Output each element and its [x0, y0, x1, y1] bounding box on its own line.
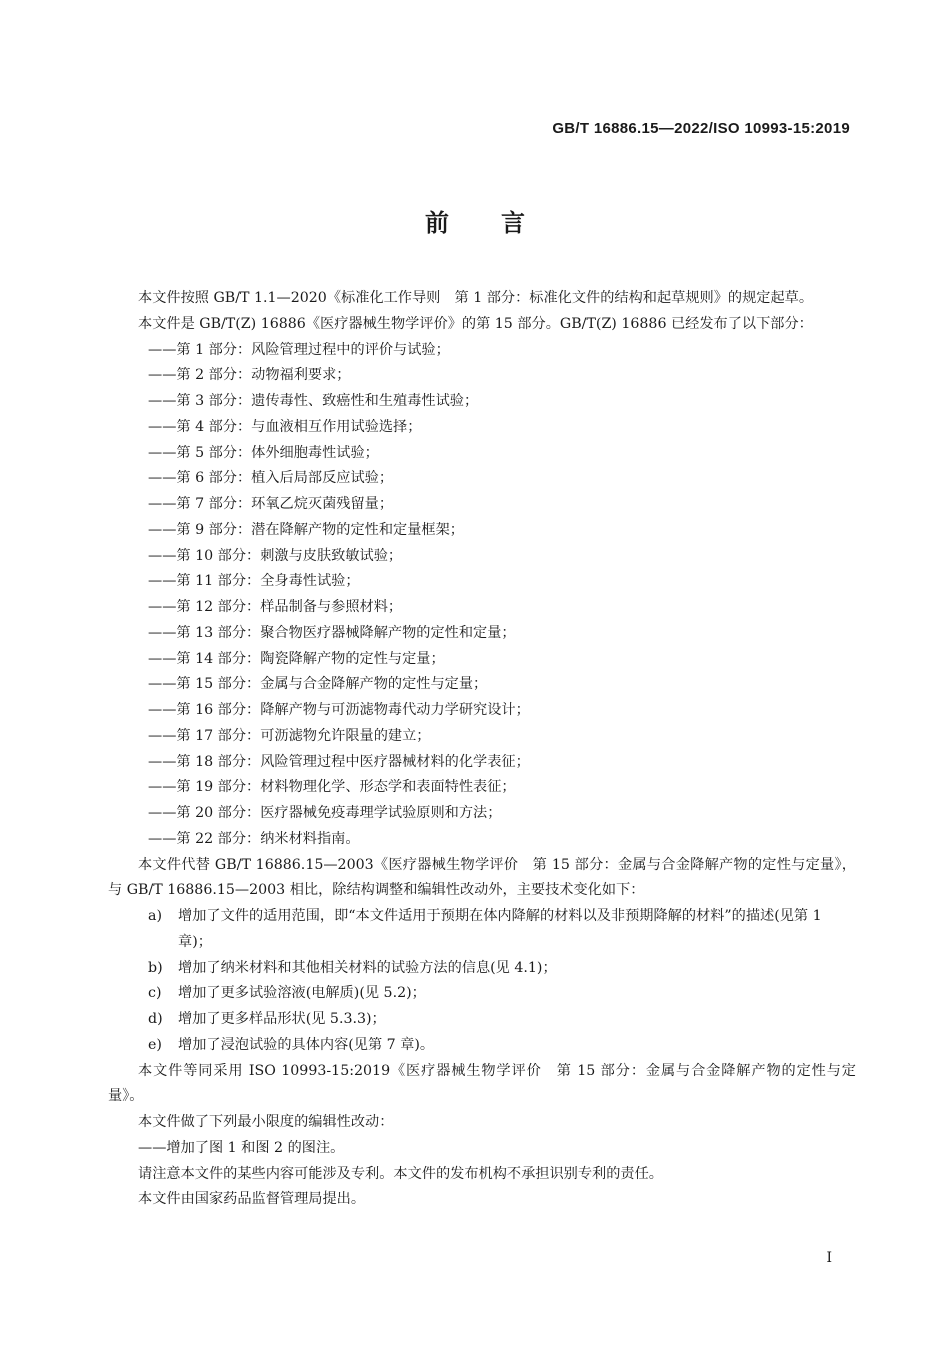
- change-item-label: d): [148, 1011, 163, 1027]
- page-number: I: [826, 1250, 832, 1266]
- list-item: ——第 4 部分：与血液相互作用试验选择；: [148, 418, 422, 435]
- list-item: ——第 13 部分：聚合物医疗器械降解产物的定性和定量；: [148, 624, 516, 641]
- list-item: ——第 19 部分：材料物理化学、形态学和表面特性表征；: [148, 779, 516, 796]
- list-item: ——第 16 部分：降解产物与可沥滤物毒代动力学研究设计；: [148, 702, 530, 718]
- change-item-text: 增加了纳米材料和其他相关材料的试验方法的信息(见 4.1)；: [178, 959, 557, 976]
- list-item: ——第 7 部分：环氧乙烷灭菌残留量；: [148, 496, 394, 512]
- change-item: [148, 956, 856, 982]
- paragraph-replaces: 本文件代替 GB/T 16886.15—2003《医疗器械生物学评价 第 15 部分：金属与合金降解产物的定性与定量》，与 GB/T 16886.15—2003 相比，除结构调整和编辑性改动外，主要技术变化如下：: [108, 856, 856, 899]
- list-item: ——第 1 部分：风险管理过程中的评价与试验；: [148, 341, 450, 358]
- change-item-text: 增加了文件的适用范围，即“本文件适用于预期在体内降解的材料以及非预期降解的材料”的描述(见第 1 章)；: [178, 908, 822, 950]
- change-item-text: 增加了更多试验溶液(电解质)(见 5.2)；: [178, 985, 426, 1002]
- list-item: ——第 22 部分：纳米材料指南。: [148, 830, 360, 847]
- list-item: ——第 15 部分：金属与合金降解产物的定性与定量；: [148, 676, 488, 693]
- paragraph-patent-notice: 请注意本文件的某些内容可能涉及专利。本文件的发布机构不承担识别专利的责任。: [138, 1165, 663, 1182]
- paragraph-editorial-item: ——增加了图 1 和图 2 的图注。: [138, 1139, 345, 1156]
- change-item-label: c): [148, 985, 162, 1002]
- change-item-label: a): [148, 908, 162, 924]
- list-item: ——第 12 部分：样品制备与参照材料；: [148, 599, 403, 615]
- change-item-text: 增加了更多样品形状(见 5.3.3)；: [178, 1011, 386, 1027]
- document-body: [108, 286, 856, 1213]
- list-item: ——第 14 部分：陶瓷降解产物的定性与定量；: [148, 650, 445, 667]
- list-item: ——第 2 部分：动物福利要求；: [148, 367, 351, 384]
- list-item: ——第 5 部分：体外细胞毒性试验；: [148, 444, 379, 461]
- change-item-label: e): [148, 1036, 162, 1053]
- page-title: 前言: [425, 209, 577, 237]
- paragraph-series-intro: 本文件是 GB/T(Z) 16886《医疗器械生物学评价》的第 15 部分。GB/T(Z) 16886 已经发布了以下部分：: [138, 315, 813, 332]
- changes-list: [108, 904, 856, 1059]
- paragraph-iso-adoption: 本文件等同采用 ISO 10993-15:2019《医疗器械生物学评价 第 15 部分：金属与合金降解产物的定性与定量》。: [108, 1062, 856, 1105]
- change-item: [148, 904, 856, 956]
- list-item: ——第 17 部分：可沥滤物允许限量的建立；: [148, 727, 431, 744]
- standard-code: GB/T 16886.15—2022/ISO 10993-15:2019: [552, 120, 850, 137]
- paragraph-editorial-changes: 本文件做了下列最小限度的编辑性改动：: [138, 1114, 394, 1130]
- list-item: ——第 20 部分：医疗器械免疫毒理学试验原则和方法；: [148, 805, 502, 821]
- list-item: ——第 9 部分：潜在降解产物的定性和定量框架；: [148, 521, 464, 538]
- list-item: ——第 3 部分：遗传毒性、致癌性和生殖毒性试验；: [148, 393, 479, 409]
- paragraph-proposer: 本文件由国家药品监督管理局提出。: [138, 1191, 366, 1208]
- list-item: ——第 18 部分：风险管理过程中医疗器械材料的化学表征；: [148, 753, 530, 770]
- list-item: ——第 6 部分：植入后局部反应试验；: [148, 470, 394, 487]
- list-item: ——第 10 部分：刺激与皮肤致敏试验；: [148, 547, 403, 564]
- change-item: [148, 1007, 856, 1033]
- change-item: [148, 981, 856, 1007]
- change-item-label: b): [148, 959, 163, 976]
- parts-list: [108, 338, 856, 853]
- paragraph-drafting-rule: 本文件按照 GB/T 1.1—2020《标准化工作导则 第 1 部分：标准化文件的结构和起草规则》的规定起草。: [138, 290, 814, 306]
- list-item: ——第 11 部分：全身毒性试验；: [148, 573, 360, 590]
- change-item-text: 增加了浸泡试验的具体内容(见第 7 章)。: [178, 1036, 435, 1053]
- change-item: [148, 1033, 856, 1059]
